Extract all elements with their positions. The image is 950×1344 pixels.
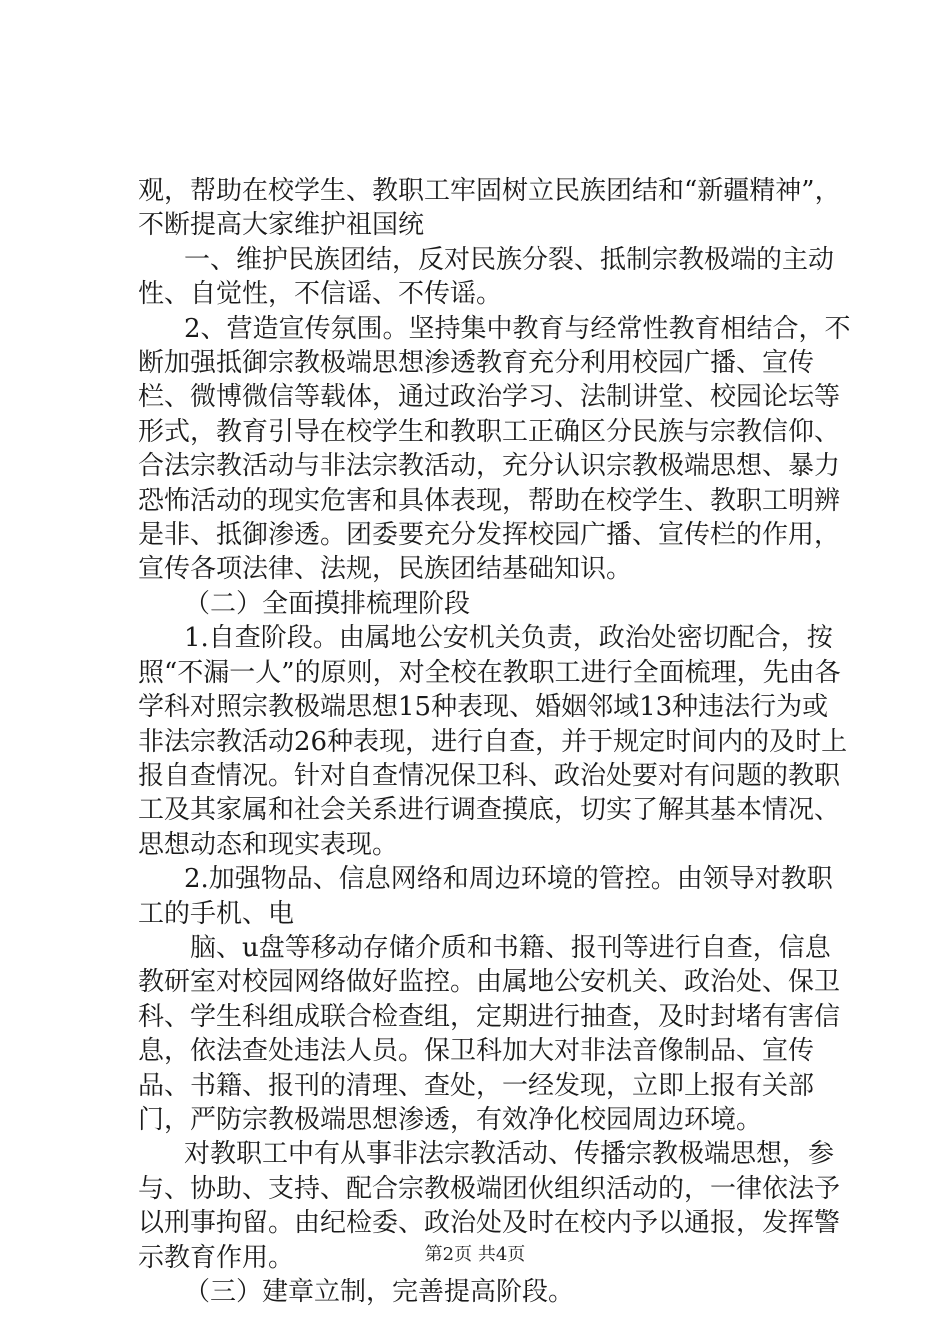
paragraph-continuation: 观，帮助在校学生、教职工牢固树立民族团结和“新疆精神”，不断提高大家维护祖国统	[138, 176, 841, 241]
paragraph-maintain-unity: 一、维护民族团结，反对民族分裂、抵制宗教极端的主动性、自觉性，不信谣、不传谣。	[138, 244, 835, 310]
section-heading-rules-stage: （三）建章立制，完善提高阶段。	[184, 1277, 575, 1307]
page-number-label: 第2页 共4页	[424, 1244, 526, 1265]
section-heading-investigation-stage: （二）全面摸排梳理阶段	[184, 588, 471, 619]
paragraph-publicity-atmosphere: 2、营造宣传氛围。坚持集中教育与经常性教育相结合，不断加强抵御宗教极端思想渗透教育充分利用校园广播、宣传栏、微博微信等载体，通过政治学习、法制讲堂、校园论坛等形式，教育引导在校学生和教职工正确区分民族与宗教信仰、合法宗教活动与非法宗教活动，充分认识宗教极端思想、暴力恐怖活动的现实危害和具体表现，帮助在校学生、教职工明辨是非、抵御渗透。团委要充分发挥校园广播、宣传栏的作用，宣传各项法律、法规，民族团结基础知识。	[138, 313, 851, 585]
paragraph-self-check-stage: 1.自查阶段。由属地公安机关负责，政治处密切配合，按照“不漏一人”的原则，对全校在教职工进行全面梳理，先由各学科对照宗教极端思想15种表现、婚姻邻域13种违法行为或非法宗教活动26种表现，进行自查，并于规定时间内的及时上报自查情况。针对自查情况保卫科、政治处要对有问题的教职工及其家属和社会关系进行调查摸底，切实了解其基本情况、思想动态和现实表现。	[138, 623, 848, 860]
page-footer	[0, 1240, 950, 1266]
paragraph-illegal-activity-handling: 对教职工中有从事非法宗教活动、传播宗教极端思想，参与、协助、支持、配合宗教极端团伙组织活动的，一律依法予以刑事拘留。由纪检委、政治处及时在校内予以通报，发挥警示教育作用。	[138, 1139, 841, 1273]
document-body	[138, 174, 854, 1309]
paragraph-storage-media-check: 脑、u盘等移动存储介质和书籍、报刊等进行自查，信息教研室对校园网络做好监控。由属地公安机关、政治处、保卫科、学生科组成联合检查组，定期进行抽查，及时封堵有害信息，依法查处违法人员。保卫科加大对非法音像制品、宣传品、书籍、报刊的清理、查处，一经发现，立即上报有关部门，严防宗教极端思想渗透，有效净化校园周边环境。	[138, 932, 841, 1135]
paragraph-strengthen-control: 2.加强物品、信息网络和周边环境的管控。由领导对教职工的手机、电	[138, 864, 833, 929]
